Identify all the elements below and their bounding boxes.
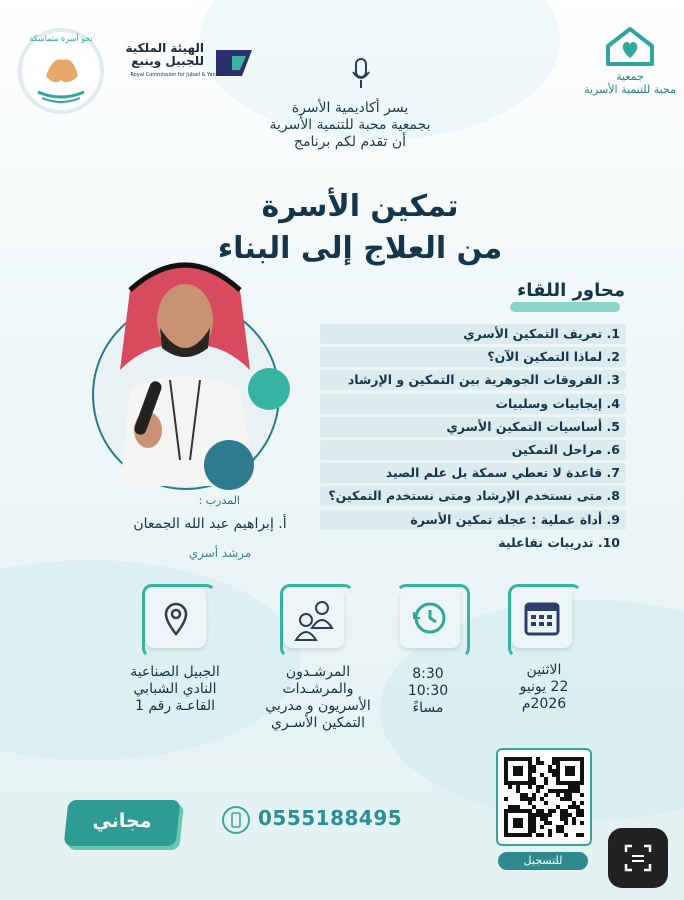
- scan-icon: [608, 828, 668, 888]
- phone-number[interactable]: 0555188495: [258, 806, 403, 830]
- trainer-name: أ. إبراهيم عبد الله الجمعان: [133, 516, 287, 532]
- audience-line2: والمرشـدات: [282, 681, 354, 697]
- time-line2: 10:30: [407, 683, 449, 699]
- event-date: [496, 662, 592, 713]
- free-label: مجاني: [92, 810, 152, 832]
- axis-item: 4. إيجابيات وسلبيات: [320, 394, 626, 414]
- audience-line1: المرشـدون: [285, 664, 351, 680]
- trainer-label: المدرب :: [198, 494, 240, 507]
- royal-commission-name: الهيئة الملكية للجبيل وينبع: [125, 41, 204, 68]
- qr-code[interactable]: [496, 748, 592, 846]
- people-tile: [284, 588, 344, 648]
- location-tile: [146, 588, 206, 648]
- axis-item: 8. متى نستخدم الإرشاد ومتى نستخدم التمكين؟: [320, 486, 626, 506]
- audience-line4: التمكين الأسـري: [271, 715, 365, 731]
- time-line3: مساءً: [412, 700, 444, 716]
- axis-item: 1. تعريف التمكين الأسري: [320, 324, 626, 344]
- org-name-line2: محبة للتنمية الأسرية: [584, 83, 676, 96]
- clock-tile: [400, 588, 460, 648]
- audience-line3: الأسريون و مدربي: [265, 698, 371, 714]
- royal-commission-name-en: Royal Commission for Jubail & Yanbu: [130, 72, 222, 78]
- axis-item: 9. أداة عملية : عجلة تمكين الأسرة: [320, 510, 626, 530]
- photo-accent: [248, 368, 290, 410]
- title-line2: من العلاج إلى البناء: [217, 231, 503, 266]
- event-time: [392, 666, 464, 717]
- org-name: [580, 70, 680, 96]
- axis-item: 7. قاعدة لا تعطي سمكة بل علم الصيد: [320, 463, 626, 483]
- axis-item: 2. لماذا التمكين الآن؟: [320, 347, 626, 367]
- calendar-icon: [512, 588, 572, 648]
- location-pin-icon: [146, 588, 206, 648]
- intro-line1: يسر أكاديمية الأسرة: [291, 100, 409, 116]
- event-location: [110, 664, 240, 715]
- location-line1: الجبيل الصناعية: [130, 664, 220, 680]
- house-heart-icon: [604, 26, 656, 66]
- trainer-role: مرشد أسري: [188, 546, 252, 560]
- partner-slogan: نحو أسرة متماسكة: [29, 34, 93, 43]
- scan-button[interactable]: [608, 828, 668, 888]
- partner-logo: [18, 28, 104, 114]
- target-audience: [248, 664, 388, 732]
- intro-line2: بجمعية محبة للتنمية الأسرية: [269, 117, 431, 133]
- register-label[interactable]: للتسجيل: [498, 852, 588, 870]
- intro-line3: أن تقدم لكم برنامج: [293, 134, 407, 150]
- clock-icon: [400, 588, 460, 648]
- calendar-tile: [512, 588, 572, 648]
- axis-item: 5. أساسيات التمكين الأسري: [320, 417, 626, 437]
- photo-accent: [204, 440, 254, 490]
- microphone-icon: [351, 58, 371, 90]
- axis-item: 6. مراحل التمكين: [320, 440, 626, 460]
- heading-highlight: [510, 302, 620, 312]
- date-line1: الاثنين: [526, 662, 562, 678]
- people-icon: [284, 588, 344, 648]
- location-line2: النادي الشبابي: [133, 681, 217, 697]
- org-name-line1: جمعية: [616, 70, 644, 83]
- phone-icon: [222, 806, 250, 834]
- date-line3: 2026م: [521, 696, 567, 712]
- time-line1: 8:30: [412, 666, 444, 682]
- axis-item: 10. تدريبات تفاعلية: [498, 534, 620, 550]
- intro-text: [230, 100, 470, 151]
- axes-heading: محاور اللقاء: [517, 280, 625, 301]
- title-line1: تمكين الأسرة: [261, 189, 459, 224]
- qr-code-pattern: [504, 757, 584, 837]
- location-line3: القاعـة رقم 1: [134, 698, 216, 714]
- date-line2: 22 يونيو: [519, 679, 569, 695]
- axis-item: 3. الفروقات الجوهرية بين التمكين و الإرشاد: [320, 370, 626, 390]
